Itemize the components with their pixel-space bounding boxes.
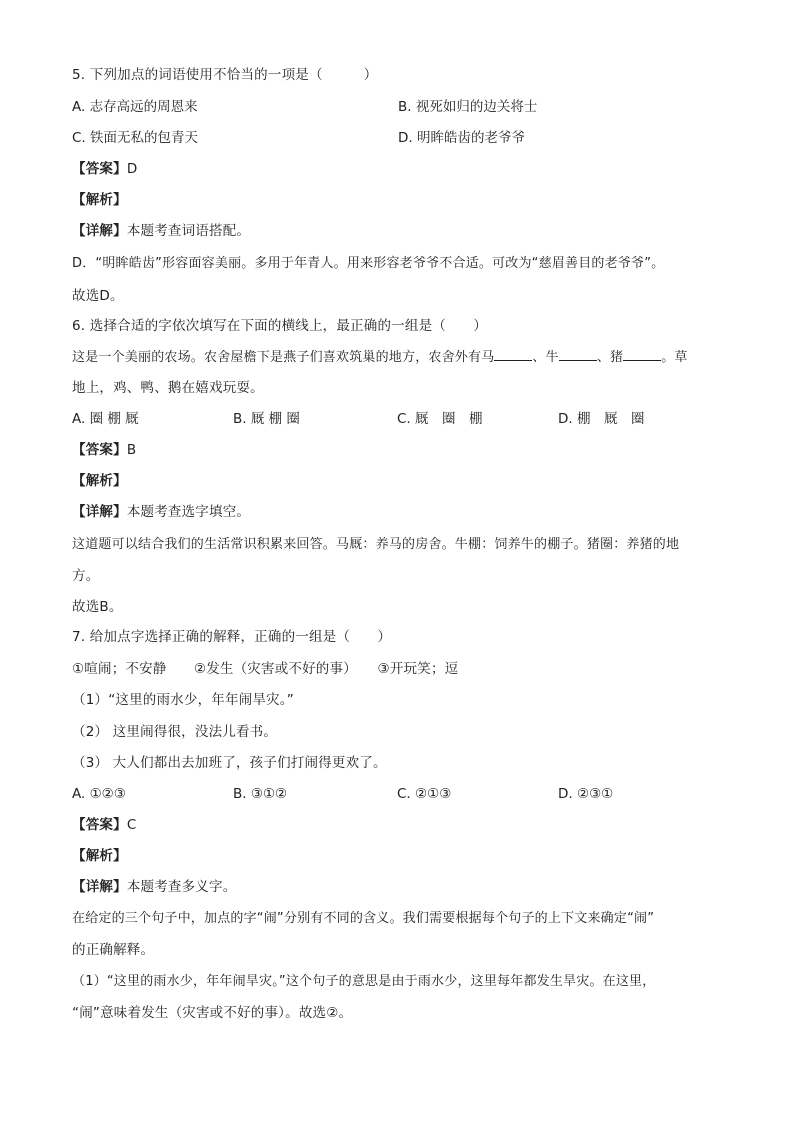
q5-conclusion: 故选D。: [72, 288, 124, 304]
q5-detail-line: [72, 222, 250, 240]
question-5-stem: 5. 下列加点的词语使用不恰当的一项是（ ）: [72, 67, 378, 83]
q5-detail: 本题考查词语搭配。: [126, 223, 251, 239]
q7-answer: C: [126, 817, 137, 833]
q7-option-d: D. ②③①: [558, 786, 614, 802]
answer-tag: 【答案】: [72, 161, 127, 177]
q6-option-a: A. 圈 棚 厩: [72, 411, 139, 427]
q6-conclusion: 故选B。: [72, 599, 123, 615]
q5-explanation: D．“明眸皓齿”形容面容美丽。多用于年青人。用来形容老爷爷不合适。可改为“慈眉善目的老爷爷”。: [72, 256, 665, 271]
fill-blank: [623, 348, 661, 361]
q7-sentence-1: （1）“这里的雨水少，年年闹旱灾。”: [72, 692, 294, 708]
q7-explanation-line-3: （1）“这里的雨水少，年年闹旱灾。”这个句子的意思是由于雨水少，这里每年都发生旱灾。在这里，: [72, 974, 656, 989]
q7-detail: 本题考查多义字。: [126, 879, 237, 895]
q5-analysis-tag: 【解析】: [72, 192, 127, 208]
q7-answer-line: [72, 816, 136, 834]
q7-explanation-line-2: 的正确解释。: [72, 942, 155, 958]
q7-option-b: B. ③①②: [233, 786, 288, 802]
q7-detail-line: [72, 878, 236, 896]
q6-passage-part: 这是一个美丽的农场。农舍屋檐下是燕子们喜欢筑巢的地方，农舍外有马: [72, 350, 495, 365]
q7-analysis-tag: 【解析】: [72, 848, 127, 864]
q7-option-a: A. ①②③: [72, 786, 126, 802]
q5-option-c: C. 铁面无私的包青天: [72, 130, 199, 146]
q6-analysis-tag: 【解析】: [72, 473, 127, 489]
q6-passage-part: 。草: [661, 350, 688, 365]
q6-option-c: C. 厩 圈 棚: [397, 411, 483, 427]
q5-answer-line: [72, 160, 137, 178]
q6-passage-line-1: [72, 348, 688, 367]
detail-tag: 【详解】: [72, 879, 127, 895]
q6-answer-line: [72, 441, 136, 459]
detail-tag: 【详解】: [72, 223, 127, 239]
q7-sentence-3: （3） 大人们都出去加班了，孩子们打闹得更欢了。: [72, 755, 387, 771]
q6-detail: 本题考查选字填空。: [126, 504, 251, 520]
q6-passage-part: 、猪: [596, 350, 624, 365]
q7-option-c: C. ②①③: [397, 786, 452, 802]
q5-option-d: D. 明眸皓齿的老爷爷: [398, 130, 525, 146]
q6-option-d: D. 棚 厩 圈: [558, 411, 645, 427]
q6-detail-line: [72, 503, 250, 521]
q6-explanation-line-2: 方。: [72, 568, 100, 584]
fill-blank: [494, 348, 532, 361]
q6-passage-line-2: 地上，鸡、鸭、鹅在嬉戏玩耍。: [72, 380, 264, 396]
detail-tag: 【详解】: [72, 504, 127, 520]
q5-option-a: A. 志存高远的周恩来: [72, 99, 198, 115]
q6-option-b: B. 厩 棚 圈: [233, 411, 300, 427]
q7-explanation-line-4: “闹”意味着发生（灾害或不好的事）。故选②。: [72, 1005, 353, 1021]
q5-answer: D: [126, 161, 138, 177]
q7-sentence-2: （2） 这里闹得很，没法儿看书。: [72, 724, 278, 740]
question-7-stem: 7. 给加点字选择正确的解释，正确的一组是（ ）: [72, 629, 392, 645]
q6-passage-part: 、牛: [532, 350, 559, 365]
q7-meanings: ①喧闹；不安静 ②发生（灾害或不好的事） ③开玩笑；逗: [72, 661, 459, 677]
fill-blank: [559, 348, 597, 361]
q7-explanation-line-1: 在给定的三个句子中，加点的字“闹”分别有不同的含义。我们需要根据每个句子的上下文来确定“闹”: [72, 911, 655, 926]
q6-answer: B: [126, 442, 137, 458]
q6-explanation-line-1: 这道题可以结合我们的生活常识积累来回答。马厩：养马的房舍。牛棚：饲养牛的棚子。猪圈：养猪的地: [72, 537, 680, 552]
q5-option-b: B. 视死如归的边关将士: [398, 99, 538, 115]
answer-tag: 【答案】: [72, 442, 127, 458]
answer-tag: 【答案】: [72, 817, 127, 833]
question-6-stem: 6. 选择合适的字依次填写在下面的横线上，最正确的一组是（ ）: [72, 318, 488, 334]
